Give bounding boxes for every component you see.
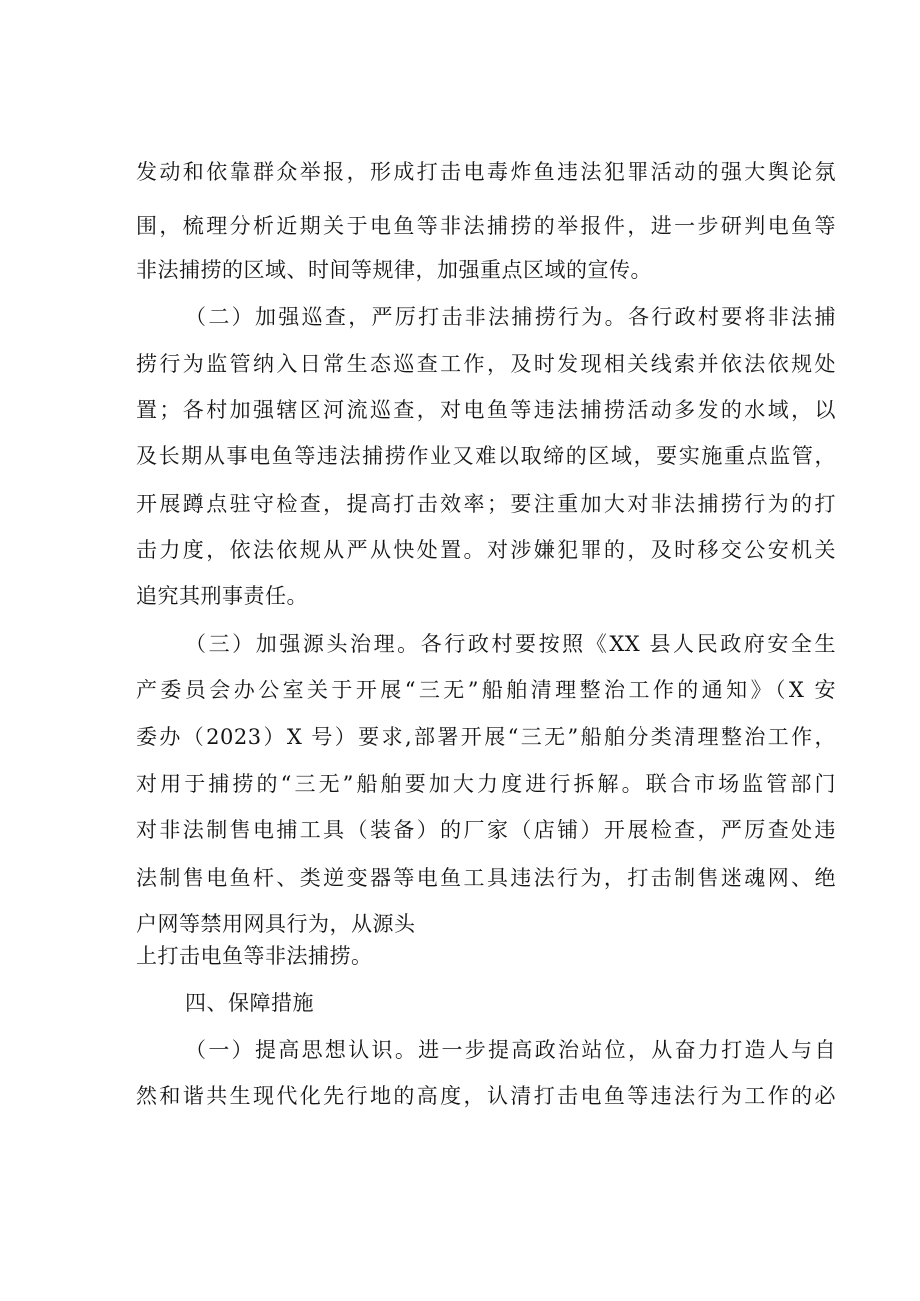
paragraph-line: 委办（2023）X 号）要求,部署开展“三无”船舶分类清理整治工作， [136, 725, 836, 749]
paragraph-line: 上打击电鱼等非法捕捞。 [136, 944, 373, 968]
paragraph-line: 然和谐共生现代化先行地的高度，认清打击电鱼等违法行为工作的必 [136, 1084, 836, 1108]
paragraph-line: 非法捕捞的区域、时间等规律，加强重点区域的宣传。 [136, 258, 652, 282]
paragraph-line: 击力度，依法依规从严从快处置。对涉嫌犯罪的，及时移交公安机关 [136, 538, 836, 562]
paragraph-line: 围，梳理分析近期关于电鱼等非法捕捞的举报件，进一步研判电鱼等 [136, 214, 836, 238]
paragraph-line: （二）加强巡查，严厉打击非法捕捞行为。各行政村要将非法捕 [185, 305, 836, 329]
paragraph-line: 追究其刑事责任。 [136, 584, 308, 608]
paragraph-line: 法制售电鱼杆、类逆变器等电鱼工具违法行为，打击制售迷魂网、绝 [136, 866, 836, 890]
paragraph-line: （三）加强源头治理。各行政村要按照《XX 县人民政府安全生 [185, 632, 836, 656]
paragraph-line: 发动和依靠群众举报，形成打击电毒炸鱼违法犯罪活动的强大舆论氛 [136, 160, 836, 184]
paragraph-line: （一）提高思想认识。进一步提高政治站位，从奋力打造人与自 [185, 1038, 836, 1062]
section-heading: 四、保障措施 [185, 991, 314, 1015]
paragraph-line: 对用于捕捞的“三无”船舶要加大力度进行拆解。联合市场监管部门 [136, 772, 836, 796]
paragraph-line: 及长期从事电鱼等违法捕捞作业又难以取缔的区域，要实施重点监管， [136, 444, 836, 468]
paragraph-line: 产委员会办公室关于开展“三无”船舶清理整治工作的通知》（X 安 [136, 678, 836, 702]
paragraph-line: 对非法制售电捕工具（装备）的厂家（店铺）开展检查，严厉查处违 [136, 818, 836, 842]
paragraph-line: 捞行为监管纳入日常生态巡查工作，及时发现相关线索并依法依规处 [136, 352, 836, 376]
paragraph-line: 置；各村加强辖区河流巡查，对电鱼等违法捕捞活动多发的水域，以 [136, 398, 836, 422]
paragraph-line: 户网等禁用网具行为，从源头 [136, 912, 416, 936]
paragraph-line: 开展蹲点驻守检查，提高打击效率；要注重加大对非法捕捞行为的打 [136, 492, 836, 516]
